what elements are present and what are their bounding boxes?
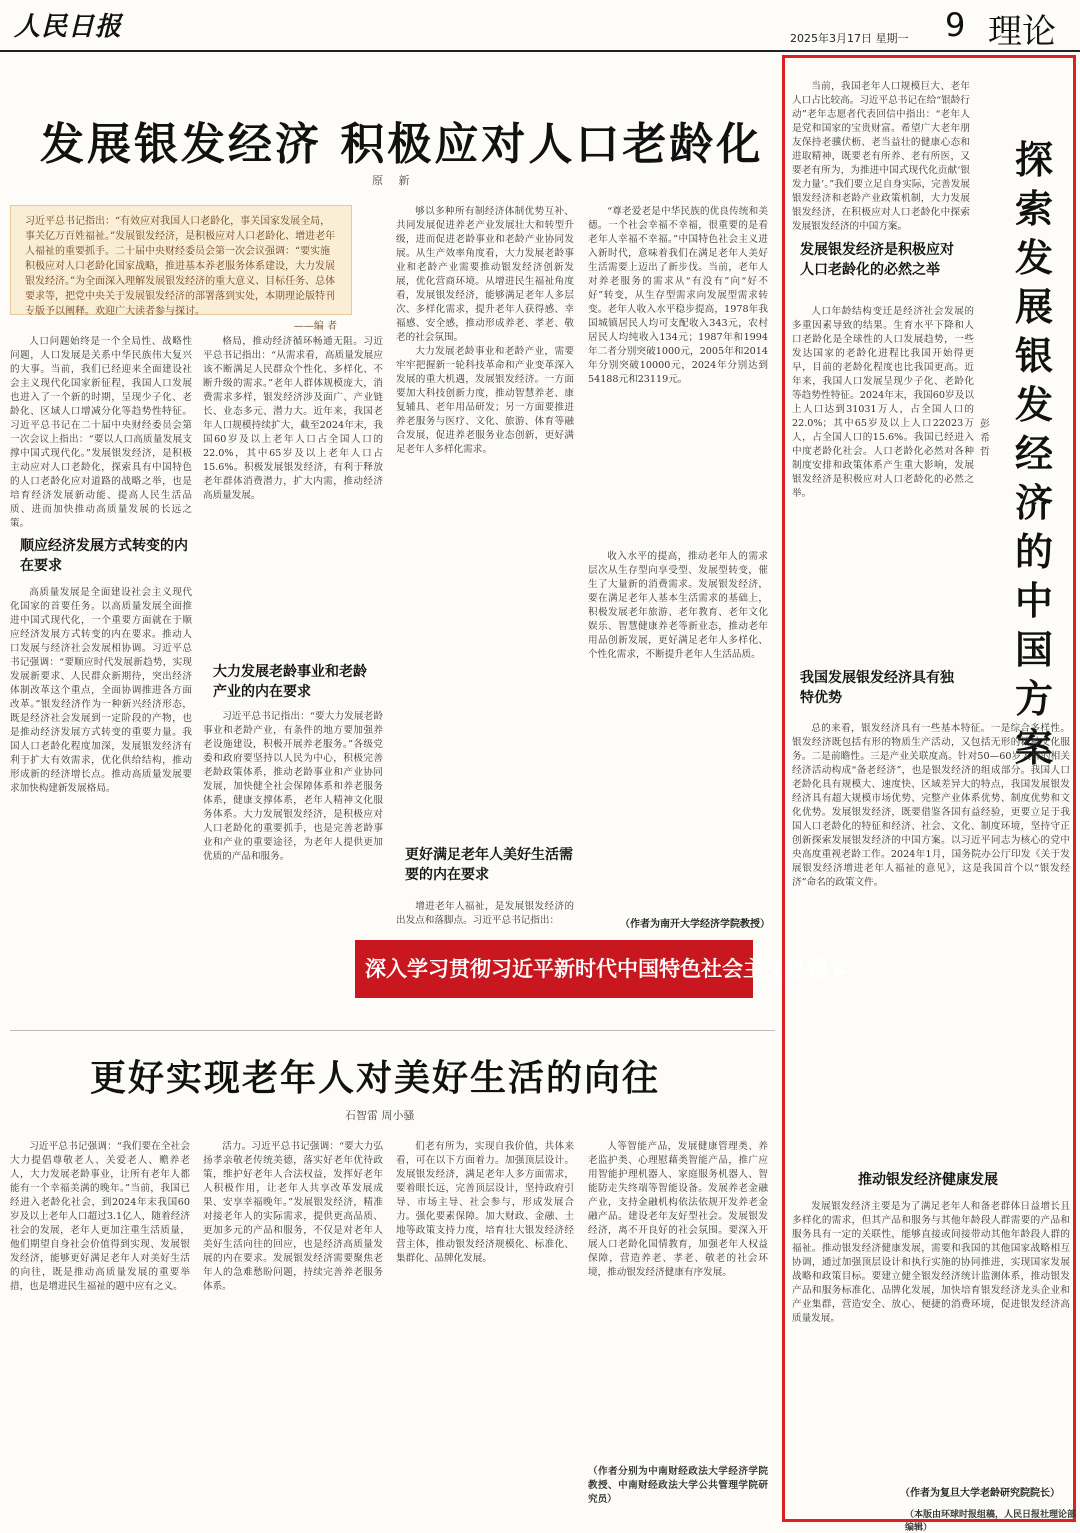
article1-column-3 [396, 205, 574, 855]
article1-column-3-end [396, 900, 574, 930]
author-note-text: （作者分别为中南财经政法大学经济学院教授、中南财经政法大学公共管理学院研究员） [588, 1466, 768, 1505]
editor-note-box [10, 205, 352, 332]
paragraph: 增进老年人福祉，是发展银发经济的出发点和落脚点。习近平总书记指出： [396, 901, 574, 926]
article2-column-3 [396, 1140, 574, 1520]
paragraph: 当前，我国老年人口规模巨大、老年人口占比较高。习近平总书记在给“银龄行动”老年志愿者代表回信中指出：“老年人是党和国家的宝贵财富。希望广大老年朋友保持老骥伏枥、老当益壮的健康心态和进取精神，既要老有所养、老有所医，又要老有所为，为推进中国式现代化贡献‘银发力量’。”我们要立足自身实际，完善发展银发经济和老龄产业政策机制，大力发展银发经济，在积极应对人口老龄化中探索发展银发经济的中国方案。 [792, 81, 970, 232]
theory-banner [355, 940, 847, 998]
article2-column-2 [203, 1140, 383, 1520]
paragraph: 总的来看，银发经济具有一些基本特征。一是综合多样性。银发经济既包括有形的物质生产活动，又包括无形的精神文化服务。二是前瞻性。三是产业关联度高。针对50—60岁人群的相关经济活动构成“备老经济”，也是银发经济的组成部分。我国人口老龄化具有规模大、速度快、区域差异大的特点，我国发展银发经济具有超大规模市场优势、完整产业体系优势、制度优势和文化优势。发展银发经济，既要借鉴各国有益经验，更要立足于我国人口老龄化的特征和经济、社会、文化、制度环境，坚持守正创新探索发展银发经济的中国方案。以习近平同志为核心的党中央高度重视老龄工作。2024年1月，国务院办公厅印发《关于发展银发经济增进老年人福祉的意见》，这是我国首个以“银发经济”命名的政策文件。 [792, 723, 1070, 888]
article1-column-1-top [10, 335, 192, 529]
paragraph: 格局，推动经济循环畅通无阻。习近平总书记指出：“从需求看，高质量发展应该不断满足人民群众个性化、多样化、不断升级的需求。”老年人群体规模庞大，消费需求多样，银发经济涉及面广、产业链长、业态多元、潜力大。近年来，我国老年人口规模持续扩大，截至2024年末，我国60岁及以上老年人口占全国人口的22.0%，其中65岁及以上老年人口占15.6%。积极发展银发经济，有利于释放老年群体消费潜力，扩大内需，推动经济高质量发展。 [203, 336, 383, 501]
paragraph: 人口问题始终是一个全局性、战略性问题，人口发展是关系中华民族伟大复兴的大事。当前，我们已经迎来全面建设社会主义现代化国家新征程，我国人口发展也进入了一个新的时期，呈现少子化、老龄化、区域人口增减分化等趋势性特征。习近平总书记在二十届中央财经委员会第一次会议上指出：“要以人口高质量发展支撑中国式现代化。”发展银发经济，是积极主动应对人口老龄化，探索具有中国特色的人口老龄化应对道路的战略之举，也是培育经济发展新动能、提高人民生活品质、进而加快推动高质量发展的长远之策。 [10, 336, 192, 529]
paragraph: 人等智能产品，发展健康管理类、养老监护类、心理慰藉类智能产品，推广应用智能护理机器人、家庭服务机器人、智能防走失终端等智能设备。发展养老金融产业，支持金融机构依法依规开发养老金融产品。建设老年友好型社会。发展银发经济，离不开良好的社会氛围。要深入开展人口老龄化国情教育，加强老年人权益保障，营造养老、孝老、敬老的社会环境，推动银发经济健康有序发展。 [588, 1141, 768, 1278]
article1-author-note: （作者为南开大学经济学院教授） [620, 919, 770, 930]
article2-byline: 石智雷 周小骚 [345, 1109, 415, 1122]
issue-date: 2025年3月17日 星期一 [790, 32, 909, 45]
paragraph: 高质量发展是全面建设社会主义现代化国家的首要任务。以高质量发展全面推进中国式现代化，一个重要方面就在于顺应经济发展方式转变的内在要求。推动人口发展与经济社会发展相协调。习近平总书记强调：“要顺应时代发展新趋势，实现发展新要求、人民群众新期待，突出经济体制改革这个重点，全面协调推进各方面改革。”银发经济作为一种新兴经济形态，既是经济社会发展到一定阶段的产物，也是推动经济发展方式转变的重要力量。我国人口老龄化程度加深，发展银发经济有利于扩大有效需求，优化供给结构，推动形成新的经济增长点。推动高质量发展要求加快构建新发展格局。 [10, 587, 192, 794]
article3-author: 彭希哲 [980, 419, 990, 458]
article3-subheading-3: 推动银发经济健康发展 [858, 1172, 998, 1188]
article1-byline: 原 新 [372, 174, 416, 187]
paragraph: 习近平总书记指出：“要大力发展老龄事业和老龄产业，有条件的地方要加强养老设施建设，积极开展养老服务。”各级党委和政府要坚持以人民为中心，积极完善老龄政策体系，推动老龄事业和产业协同发展，加快健全社会保障体系和养老服务体系，健康支撑体系，老年人精神文化服务体系。大力发展银发经济，是积极应对人口老龄化的重要抓手，也是完善老龄事业和产业的重要途径，为老年人提供更加优质的产品和服务。 [203, 711, 383, 862]
article3-subheading-2: 我国发展银发经济具有独特优势 [800, 670, 954, 706]
paragraph: 活力。习近平总书记强调：“要大力弘扬孝亲敬老传统美德，落实好老年优待政策，维护好老年人合法权益，发挥好老年人积极作用，让老年人共享改革发展成果、安享幸福晚年。”发展银发经济，精准对接老年人的实际需求，提供更高品质、更加多元的产品和服务，不仅是对老年人美好生活向往的回应，也是经济高质量发展的内在要求。发展银发经济需要聚焦老年人的急难愁盼问题，持续完善养老服务体系。 [203, 1141, 383, 1292]
article1-subheading-3: 更好满足老年人美好生活需要的内在要求 [405, 847, 573, 883]
article2-title: 更好实现老年人对美好生活的向往 [90, 1057, 661, 1099]
article3-author-note: （作者为复旦大学老龄研究院院长） [900, 1488, 1060, 1499]
banner-text: 深入学习贯彻习近平新时代中国特色社会主义思想 [365, 956, 827, 981]
paragraph: 大力发展老龄事业和老龄产业，需要牢牢把握新一轮科技革命和产业变革深入发展的重大机遇，发展银发经济。一方面要加大科技创新力度，推动智慧养老、康复辅具、老年用品研发；另一方面要推进养老服务与医疗、文化、旅游、体育等融合发展，促进养老服务业态创新，更好满足老年人多样化需求。 [396, 346, 574, 455]
article2-author-note [588, 1465, 768, 1520]
article2-column-4 [588, 1140, 768, 1460]
newspaper-logo: 人民日报 [14, 12, 123, 42]
section-divider [10, 1030, 775, 1031]
article2-column-1 [10, 1140, 190, 1520]
article3-intro [792, 80, 970, 232]
arrow-icon: ▶ [834, 961, 847, 980]
editor-note-text: 习近平总书记指出：“有效应对我国人口老龄化，事关国家发展全局，事关亿万百姓福祉。”发展银发经济，是积极应对人口老龄化、增进老年人福祉的重要抓手。二十届中央财经委员会第一次会议强调：“要实施积极应对人口老龄化国家战略，推进基本养老服务体系建设，大力发展银发经济。”为全面深入理解发展银发经济的重大意义、目标任务、总体要求等，把党中央关于发展银发经济的部署落到实处，本期理论版特刊专版予以阐释。欢迎广大读者参与探讨。 [25, 216, 336, 317]
paragraph: 发展银发经济主要是为了满足老年人和备老群体日益增长且多样化的需求，但其产品和服务与其他年龄段人群需要的产品和服务具有一定的关联性，能够直接或间接带动其他年龄段人群的福祉。推动银发经济健康发展，需要和我国的其他国家战略相互协调，通过加强顶层设计和执行实施的协同推进，实现国家发展战略和政策目标。要建立健全银发经济统计监测体系，推动银发产品和服务标准化、品牌化发展，加快培育银发经济龙头企业和产业集群，营造安全、放心、便捷的消费环境，促进银发经济高质量发展。 [792, 1201, 1070, 1324]
article1-column-4-bottom [588, 550, 768, 900]
paragraph: 习近平总书记强调：“我们要在全社会大力提倡尊敬老人、关爱老人、赡养老人，大力发展老龄事业，让所有老年人都能有一个幸福美满的晚年。”当前，我国已经进入老龄化社会，到2024年末我国60岁及以上老年人口超过3.1亿人，随着经济社会的发展，老年人更加注重生活质量，他们期望自身社会价值得到实现、发展银发经济，能够更好满足老年人对美好生活的向往，既是推动高质量发展的重要举措，也是增进民生福祉的题中应有之义。 [10, 1141, 190, 1292]
article1-subheading-2: 大力发展老龄事业和老龄产业的内在要求 [213, 664, 367, 700]
article3-subheading-1: 发展银发经济是积极应对人口老龄化的必然之举 [800, 242, 954, 278]
article1-column-1-bottom [10, 586, 192, 994]
paragraph: 够以多种所有制经济体制优势互补、共同发展促进养老产业发展壮大和转型升级，进而促进老龄事业和老龄产业协同发展。从生产效率角度看，大力发展老龄事业和老龄产业需要推动银发经济创新发展，优化营商环境。从增进民生福祉角度看，发展银发经济，能够满足老年人多层次、多样化需求，提升老年人获得感、幸福感、安全感，推动形成养老、孝老、敬老的社会氛围。 [396, 206, 574, 343]
paragraph: 收入水平的提高，推动老年人的需求层次从生存型向享受型、发展型转变，催生了大量新的消费需求。发展银发经济，要在满足老年人基本生活需求的基础上，积极发展老年旅游、老年教育、老年文化娱乐、智慧健康养老等新业态，推动老年用品创新发展，更好满足老年人多样化、个性化需求，不断提升老年人生活品质。 [588, 551, 768, 660]
article1-subheading-1: 顺应经济发展方式转变的内在要求 [20, 538, 188, 574]
masthead [0, 0, 1080, 52]
article1-column-4-top [588, 205, 768, 545]
paragraph: “尊老爱老是中华民族的优良传统和美德。一个社会幸福不幸福，很重要的是看老年人幸福不幸福。”中国特色社会主义进入新时代，意味着我们在满足老年人美好生活需要上迈出了新步伐。当前，老年人对养老服务的需求从“有没有”向“好不好”转变，从生存型需求向发展型需求转变。老年人收入水平稳步提高，1978年我国城镇居民人均可支配收入343元，农村居民人均纯收入134元；1987年和1994年二者分别突破1000元，2005年和2014年分别突破10000元，2024年分别达到54188元和23119元。 [588, 206, 768, 385]
page-footer-note: （本版由环球时报组稿，人民日报社理论部编辑） [905, 1510, 1077, 1533]
editor-signature: ——编 者 [293, 321, 337, 332]
section-title: 理论 [988, 12, 1056, 52]
article1-column-2-top [203, 335, 383, 655]
article3-section-2 [792, 722, 1070, 1152]
page-number: 9 [945, 6, 966, 44]
article3-title: 探索发展银发经济的中国方案 [1014, 137, 1053, 770]
article3-section-3 [792, 1200, 1070, 1475]
paragraph: 们老有所为，实现自我价值，共体来看，可在以下方面着力。加强顶层设计。发展银发经济，满足老年人多方面需求，要着眼长远，完善顶层设计，坚持政府引导、市场主导、社会参与，形成发展合力。强化要素保障。加大财政、金融、土地等政策支持力度，培育壮大银发经济经营主体，推动银发经济规模化、标准化、集群化、品牌化发展。 [396, 1141, 574, 1264]
article1-title: 发展银发经济 积极应对人口老龄化 [40, 119, 764, 170]
paragraph: 人口年龄结构变迁是经济社会发展的多重因素导致的结果。生育水平下降和人口老龄化是全球性的人口发展趋势，一些发达国家的老龄化进程比我国开始得更早，目前的老龄化程度也比我国更高。近年来，我国人口发展呈现少子化、老龄化等趋势性特征。2024年末，我国60岁及以上人口达到31031万人，占全国人口的22.0%；其中65岁及以上人口22023万人，占全国人口的15.6%。我国已经进入中度老龄化社会。人口老龄化必然对各种制度安排和政策体系产生重大影响，发展银发经济是积极应对人口老龄化的必然之举。 [792, 306, 974, 499]
article3-section-1 [792, 305, 974, 650]
